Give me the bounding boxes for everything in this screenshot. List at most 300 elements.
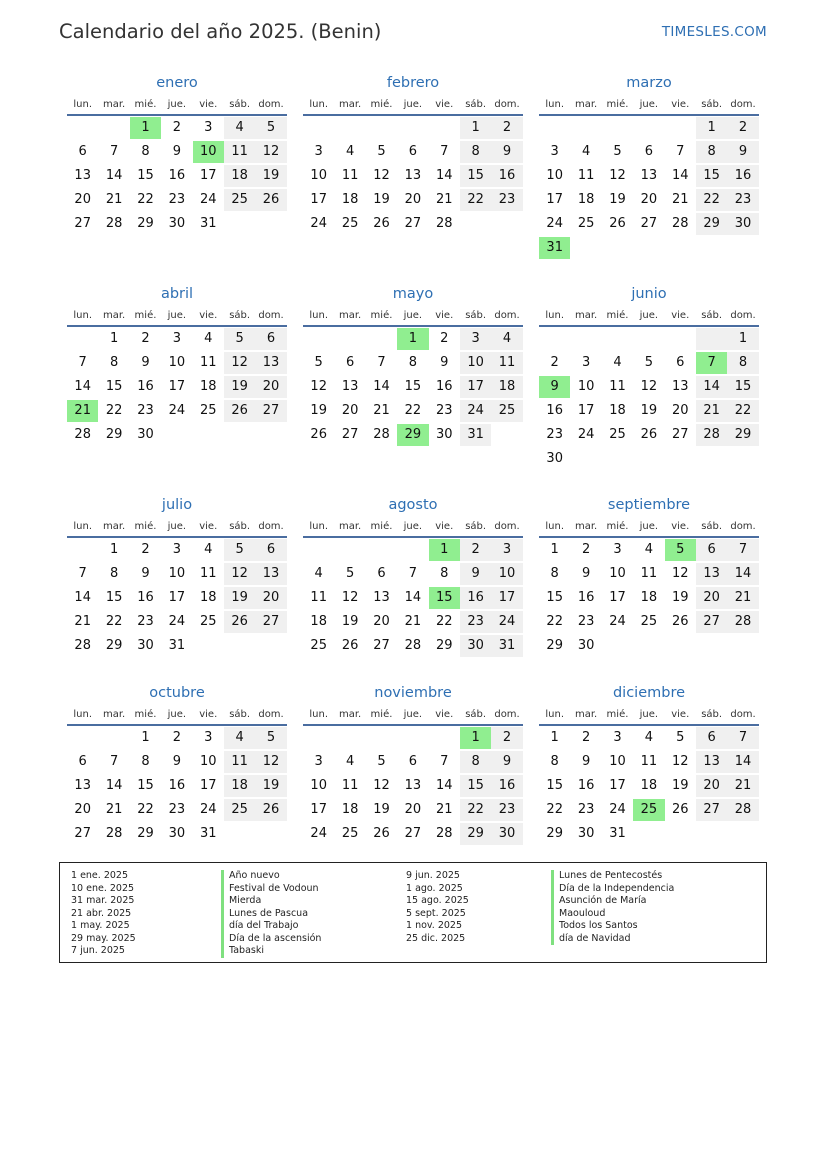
day-cell: 13 — [255, 352, 286, 374]
weekday-label: jue. — [639, 309, 659, 321]
day-cell: 4 — [345, 754, 355, 769]
day-cell: 7 — [109, 754, 119, 769]
empty-cell — [491, 424, 522, 446]
week-row — [67, 774, 287, 798]
day-cell: 12 — [255, 751, 286, 773]
week-row — [539, 351, 759, 375]
day-cell: 14 — [727, 563, 758, 585]
day-cell: 20 — [74, 192, 91, 207]
day-cell: 5 — [314, 355, 323, 370]
empty-cell — [224, 213, 255, 235]
day-cell: 4 — [581, 144, 591, 159]
day-cell: 27 — [640, 216, 658, 231]
day-cell: 28 — [373, 427, 390, 442]
day-cell: 26 — [255, 189, 286, 211]
weekday-label: lun. — [309, 520, 329, 532]
day-cell: 14 — [373, 379, 390, 394]
month-name: enero — [156, 75, 198, 91]
week-row — [67, 188, 287, 212]
day-cell: 29 — [696, 213, 727, 235]
day-cell: 5 — [676, 730, 685, 745]
day-cell: 29 — [546, 826, 563, 841]
day-cell: 16 — [168, 778, 186, 793]
day-cell: 17 — [168, 590, 186, 605]
legend-date: 1 ene. 2025 — [71, 870, 128, 881]
day-cell: 17 — [310, 802, 327, 817]
weekday-label: mar. — [338, 708, 362, 720]
day-cell: 17 — [460, 376, 491, 398]
day-cell: 6 — [676, 355, 685, 370]
day-cell: 1 — [460, 117, 491, 139]
day-cell: 4 — [204, 542, 213, 557]
day-cell: 23 — [727, 189, 758, 211]
empty-cell — [255, 213, 286, 235]
empty-cell — [665, 328, 696, 350]
week-row — [539, 399, 759, 423]
week-row — [539, 327, 759, 351]
day-cell: 3 — [550, 144, 559, 159]
week-row — [67, 822, 287, 846]
month-name: marzo — [626, 75, 672, 91]
day-cell: 22 — [137, 802, 154, 817]
day-cell: 8 — [460, 141, 491, 163]
day-cell: 15 — [429, 587, 460, 609]
empty-cell — [334, 117, 365, 139]
day-cell: 17 — [546, 192, 563, 207]
empty-cell — [303, 539, 334, 561]
day-cell: 25 — [341, 826, 359, 841]
day-cell: 25 — [199, 403, 217, 418]
day-cell: 9 — [581, 566, 591, 581]
weekday-label: lun. — [73, 98, 93, 110]
day-cell: 17 — [609, 778, 626, 793]
weekday-label: jue. — [639, 98, 659, 110]
weekday-label: dom. — [730, 309, 756, 321]
weekday-header — [303, 305, 523, 327]
day-cell: 14 — [435, 778, 453, 793]
day-cell: 1 — [141, 730, 150, 745]
weekday-label: sáb. — [465, 309, 487, 321]
weekday-label: mié. — [606, 98, 629, 110]
weekday-label: mié. — [134, 98, 157, 110]
month-name: abril — [160, 286, 194, 302]
day-cell: 7 — [109, 144, 119, 159]
day-cell: 17 — [199, 778, 217, 793]
weekday-label: mar. — [574, 309, 598, 321]
day-cell: 7 — [440, 754, 449, 769]
day-cell: 2 — [550, 355, 559, 370]
day-cell: 31 — [199, 826, 217, 841]
legend-date: 21 abr. 2025 — [71, 907, 132, 919]
day-cell: 12 — [671, 754, 689, 769]
day-cell: 16 — [435, 379, 453, 394]
day-cell: 6 — [644, 144, 653, 159]
day-cell: 1 — [460, 727, 491, 749]
day-cell: 24 — [491, 611, 522, 633]
weekday-label: dom. — [258, 98, 284, 110]
day-cell: 8 — [141, 754, 150, 769]
day-cell: 24 — [310, 216, 327, 231]
day-cell: 20 — [671, 403, 689, 418]
weekday-label: jue. — [639, 708, 659, 720]
day-cell: 18 — [491, 376, 522, 398]
week-row — [539, 116, 759, 140]
weekday-label: lun. — [545, 520, 565, 532]
week-row — [539, 610, 759, 634]
day-cell: 17 — [168, 379, 186, 394]
day-cell: 23 — [137, 614, 154, 629]
day-cell: 18 — [224, 165, 255, 187]
month-name: octubre — [149, 685, 205, 701]
week-row — [67, 562, 287, 586]
day-cell: 14 — [74, 379, 91, 394]
day-cell: 16 — [577, 778, 595, 793]
legend-names-col-1 — [221, 870, 321, 958]
day-cell: 1 — [130, 117, 161, 139]
day-cell: 8 — [550, 566, 559, 581]
weekday-label: mié. — [606, 520, 629, 532]
day-cell: 4 — [613, 355, 622, 370]
week-row — [67, 726, 287, 750]
weekday-label: vie. — [671, 309, 690, 321]
empty-cell — [193, 424, 224, 446]
weekday-label: lun. — [309, 708, 329, 720]
empty-cell — [539, 117, 570, 139]
day-cell: 27 — [341, 427, 359, 442]
day-cell: 30 — [168, 216, 186, 231]
weekday-label: sáb. — [701, 98, 723, 110]
month-name: febrero — [386, 75, 440, 91]
week-row — [303, 423, 523, 447]
brand-link[interactable]: TIMESLES.COM — [661, 24, 767, 40]
day-cell: 8 — [727, 352, 758, 374]
empty-cell — [366, 727, 397, 749]
day-cell: 10 — [168, 566, 186, 581]
day-cell: 30 — [168, 826, 186, 841]
day-cell: 17 — [609, 590, 626, 605]
empty-cell — [665, 448, 696, 470]
week-row — [539, 140, 759, 164]
day-cell: 9 — [539, 376, 570, 398]
day-cell: 2 — [491, 117, 522, 139]
week-row — [539, 562, 759, 586]
day-cell: 3 — [581, 355, 591, 370]
day-cell: 22 — [546, 614, 563, 629]
day-cell: 10 — [310, 168, 327, 183]
weekday-label: vie. — [199, 309, 218, 321]
week-row — [67, 351, 287, 375]
day-cell: 15 — [460, 775, 491, 797]
day-cell: 22 — [105, 403, 123, 418]
empty-cell — [161, 424, 192, 446]
day-cell: 13 — [341, 379, 359, 394]
empty-cell — [602, 237, 633, 259]
day-cell: 25 — [609, 427, 626, 442]
day-cell: 4 — [224, 117, 255, 139]
day-cell: 20 — [696, 587, 727, 609]
day-cell: 26 — [310, 427, 327, 442]
day-cell: 2 — [460, 539, 491, 561]
day-cell: 7 — [727, 727, 758, 749]
day-cell: 27 — [696, 611, 727, 633]
month-diciembre — [539, 682, 759, 846]
month-enero — [67, 72, 287, 236]
weekday-label: lun. — [73, 708, 93, 720]
day-cell: 9 — [491, 141, 522, 163]
day-cell: 18 — [640, 590, 658, 605]
day-cell: 23 — [546, 427, 563, 442]
week-row — [303, 586, 523, 610]
day-cell: 1 — [550, 542, 559, 557]
day-cell: 2 — [581, 542, 591, 557]
day-cell: 20 — [74, 802, 91, 817]
weekday-label: sáb. — [701, 309, 723, 321]
day-cell: 6 — [408, 754, 417, 769]
empty-cell — [727, 823, 758, 845]
day-cell: 21 — [435, 802, 453, 817]
day-cell: 1 — [397, 328, 428, 350]
day-cell: 8 — [440, 566, 449, 581]
day-cell: 12 — [310, 379, 327, 394]
day-cell: 22 — [546, 802, 563, 817]
month-name: noviembre — [374, 685, 452, 701]
day-cell: 24 — [609, 614, 626, 629]
holiday-legend — [59, 862, 767, 963]
day-cell: 16 — [577, 590, 595, 605]
day-cell: 18 — [341, 802, 359, 817]
empty-cell — [491, 213, 522, 235]
day-cell: 29 — [137, 216, 154, 231]
day-cell: 27 — [404, 826, 422, 841]
day-cell: 5 — [377, 754, 386, 769]
empty-cell — [570, 117, 601, 139]
week-row — [539, 212, 759, 236]
day-cell: 11 — [491, 352, 522, 374]
day-cell: 1 — [696, 117, 727, 139]
day-cell: 16 — [137, 379, 154, 394]
week-row — [303, 538, 523, 562]
day-cell: 26 — [373, 216, 390, 231]
empty-cell — [570, 328, 601, 350]
month-name: julio — [161, 497, 193, 513]
day-cell: 5 — [613, 144, 622, 159]
day-cell: 23 — [168, 192, 186, 207]
weekday-label: vie. — [199, 98, 218, 110]
day-cell: 23 — [460, 611, 491, 633]
day-cell: 10 — [460, 352, 491, 374]
week-row — [539, 726, 759, 750]
day-cell: 30 — [546, 451, 563, 466]
weekday-label: vie. — [435, 520, 454, 532]
day-cell: 25 — [341, 216, 359, 231]
empty-cell — [303, 727, 334, 749]
week-row — [303, 212, 523, 236]
week-row — [303, 562, 523, 586]
day-cell: 22 — [435, 614, 453, 629]
day-cell: 20 — [640, 192, 658, 207]
weekday-label: mié. — [370, 309, 393, 321]
weekday-label: jue. — [403, 520, 423, 532]
weekday-label: dom. — [258, 520, 284, 532]
week-row — [67, 750, 287, 774]
weekday-label: lun. — [309, 98, 329, 110]
day-cell: 13 — [404, 168, 422, 183]
day-cell: 15 — [460, 165, 491, 187]
day-cell: 23 — [577, 614, 595, 629]
day-cell: 18 — [609, 403, 626, 418]
weekday-label: vie. — [671, 98, 690, 110]
empty-cell — [665, 823, 696, 845]
day-cell: 6 — [345, 355, 355, 370]
day-cell: 20 — [255, 376, 286, 398]
weekday-label: jue. — [167, 98, 187, 110]
week-row — [67, 327, 287, 351]
day-cell: 21 — [727, 587, 758, 609]
day-cell: 19 — [671, 778, 689, 793]
day-cell: 23 — [491, 189, 522, 211]
weekday-label: mar. — [574, 520, 598, 532]
legend-date: 1 nov. 2025 — [406, 920, 462, 931]
day-cell: 8 — [696, 141, 727, 163]
day-cell: 28 — [727, 799, 758, 821]
day-cell: 25 — [640, 614, 658, 629]
empty-cell — [570, 237, 601, 259]
legend-holiday-name: Todos los Santos — [551, 920, 674, 933]
day-cell: 31 — [168, 638, 186, 653]
day-cell: 15 — [546, 778, 563, 793]
day-cell: 8 — [109, 355, 119, 370]
day-cell: 16 — [460, 587, 491, 609]
day-cell: 6 — [696, 539, 727, 561]
day-cell: 16 — [137, 590, 154, 605]
empty-cell — [334, 539, 365, 561]
day-cell: 13 — [671, 379, 689, 394]
empty-cell — [696, 823, 727, 845]
legend-date: 7 jun. 2025 — [71, 945, 125, 956]
day-cell: 29 — [460, 823, 491, 845]
empty-cell — [67, 117, 98, 139]
empty-cell — [334, 328, 365, 350]
day-cell: 10 — [609, 754, 626, 769]
day-cell: 26 — [224, 611, 255, 633]
weekday-label: mié. — [606, 309, 629, 321]
day-cell: 11 — [609, 379, 626, 394]
legend-holiday-name: Tabaski — [221, 945, 321, 958]
empty-cell — [255, 823, 286, 845]
day-cell: 3 — [491, 539, 522, 561]
day-cell: 28 — [435, 216, 453, 231]
weekday-header — [539, 94, 759, 116]
month-abril — [67, 283, 287, 447]
weekday-header — [539, 704, 759, 726]
day-cell: 11 — [224, 141, 255, 163]
weekday-header — [303, 94, 523, 116]
month-name: agosto — [388, 497, 438, 513]
weekday-label: dom. — [730, 98, 756, 110]
day-cell: 29 — [727, 424, 758, 446]
weekday-label: mar. — [338, 520, 362, 532]
day-cell: 27 — [373, 638, 390, 653]
weekday-label: jue. — [403, 708, 423, 720]
day-cell: 28 — [696, 424, 727, 446]
day-cell: 28 — [435, 826, 453, 841]
day-cell: 31 — [539, 237, 570, 259]
empty-cell — [224, 635, 255, 657]
weekday-label: sáb. — [229, 708, 251, 720]
day-cell: 11 — [310, 590, 327, 605]
day-cell: 10 — [609, 566, 626, 581]
day-cell: 1 — [550, 730, 559, 745]
day-cell: 17 — [577, 403, 595, 418]
legend-dates-col-1 — [71, 870, 136, 958]
week-row — [303, 399, 523, 423]
weekday-label: dom. — [494, 708, 520, 720]
day-cell: 26 — [609, 216, 626, 231]
day-cell: 12 — [341, 590, 359, 605]
empty-cell — [696, 237, 727, 259]
day-cell: 26 — [671, 802, 689, 817]
weekday-label: dom. — [730, 708, 756, 720]
day-cell: 30 — [491, 823, 522, 845]
empty-cell — [303, 328, 334, 350]
month-name: diciembre — [612, 685, 686, 701]
weekday-header — [303, 516, 523, 538]
week-row — [539, 822, 759, 846]
day-cell: 11 — [199, 355, 217, 370]
day-cell: 30 — [460, 635, 491, 657]
day-cell: 21 — [435, 192, 453, 207]
weekday-label: mar. — [574, 98, 598, 110]
day-cell: 9 — [172, 144, 181, 159]
week-row — [67, 116, 287, 140]
day-cell: 7 — [727, 539, 758, 561]
day-cell: 28 — [74, 427, 91, 442]
month-name: junio — [631, 286, 667, 302]
empty-cell — [397, 727, 428, 749]
day-cell: 16 — [491, 775, 522, 797]
week-row — [67, 140, 287, 164]
month-name: septiembre — [607, 497, 691, 513]
empty-cell — [429, 727, 460, 749]
weekday-header — [67, 94, 287, 116]
day-cell: 5 — [377, 144, 386, 159]
day-cell: 15 — [727, 376, 758, 398]
day-cell: 1 — [109, 331, 119, 346]
day-cell: 7 — [408, 566, 417, 581]
day-cell: 25 — [577, 216, 595, 231]
day-cell: 12 — [373, 778, 390, 793]
day-cell: 11 — [199, 566, 217, 581]
empty-cell — [633, 635, 664, 657]
day-cell: 21 — [67, 400, 98, 422]
legend-holiday-name: Maouloud — [551, 908, 674, 921]
day-cell: 31 — [460, 424, 491, 446]
day-cell: 24 — [310, 826, 327, 841]
legend-date: 25 dic. 2025 — [406, 932, 466, 944]
week-row — [539, 798, 759, 822]
day-cell: 3 — [204, 120, 213, 135]
day-cell: 18 — [640, 778, 658, 793]
day-cell: 15 — [137, 168, 154, 183]
day-cell: 6 — [255, 539, 286, 561]
day-cell: 23 — [577, 802, 595, 817]
week-row — [67, 538, 287, 562]
day-cell: 3 — [172, 331, 181, 346]
day-cell: 24 — [168, 403, 186, 418]
month-marzo — [539, 72, 759, 260]
day-cell: 19 — [341, 614, 359, 629]
weekday-label: lun. — [73, 309, 93, 321]
